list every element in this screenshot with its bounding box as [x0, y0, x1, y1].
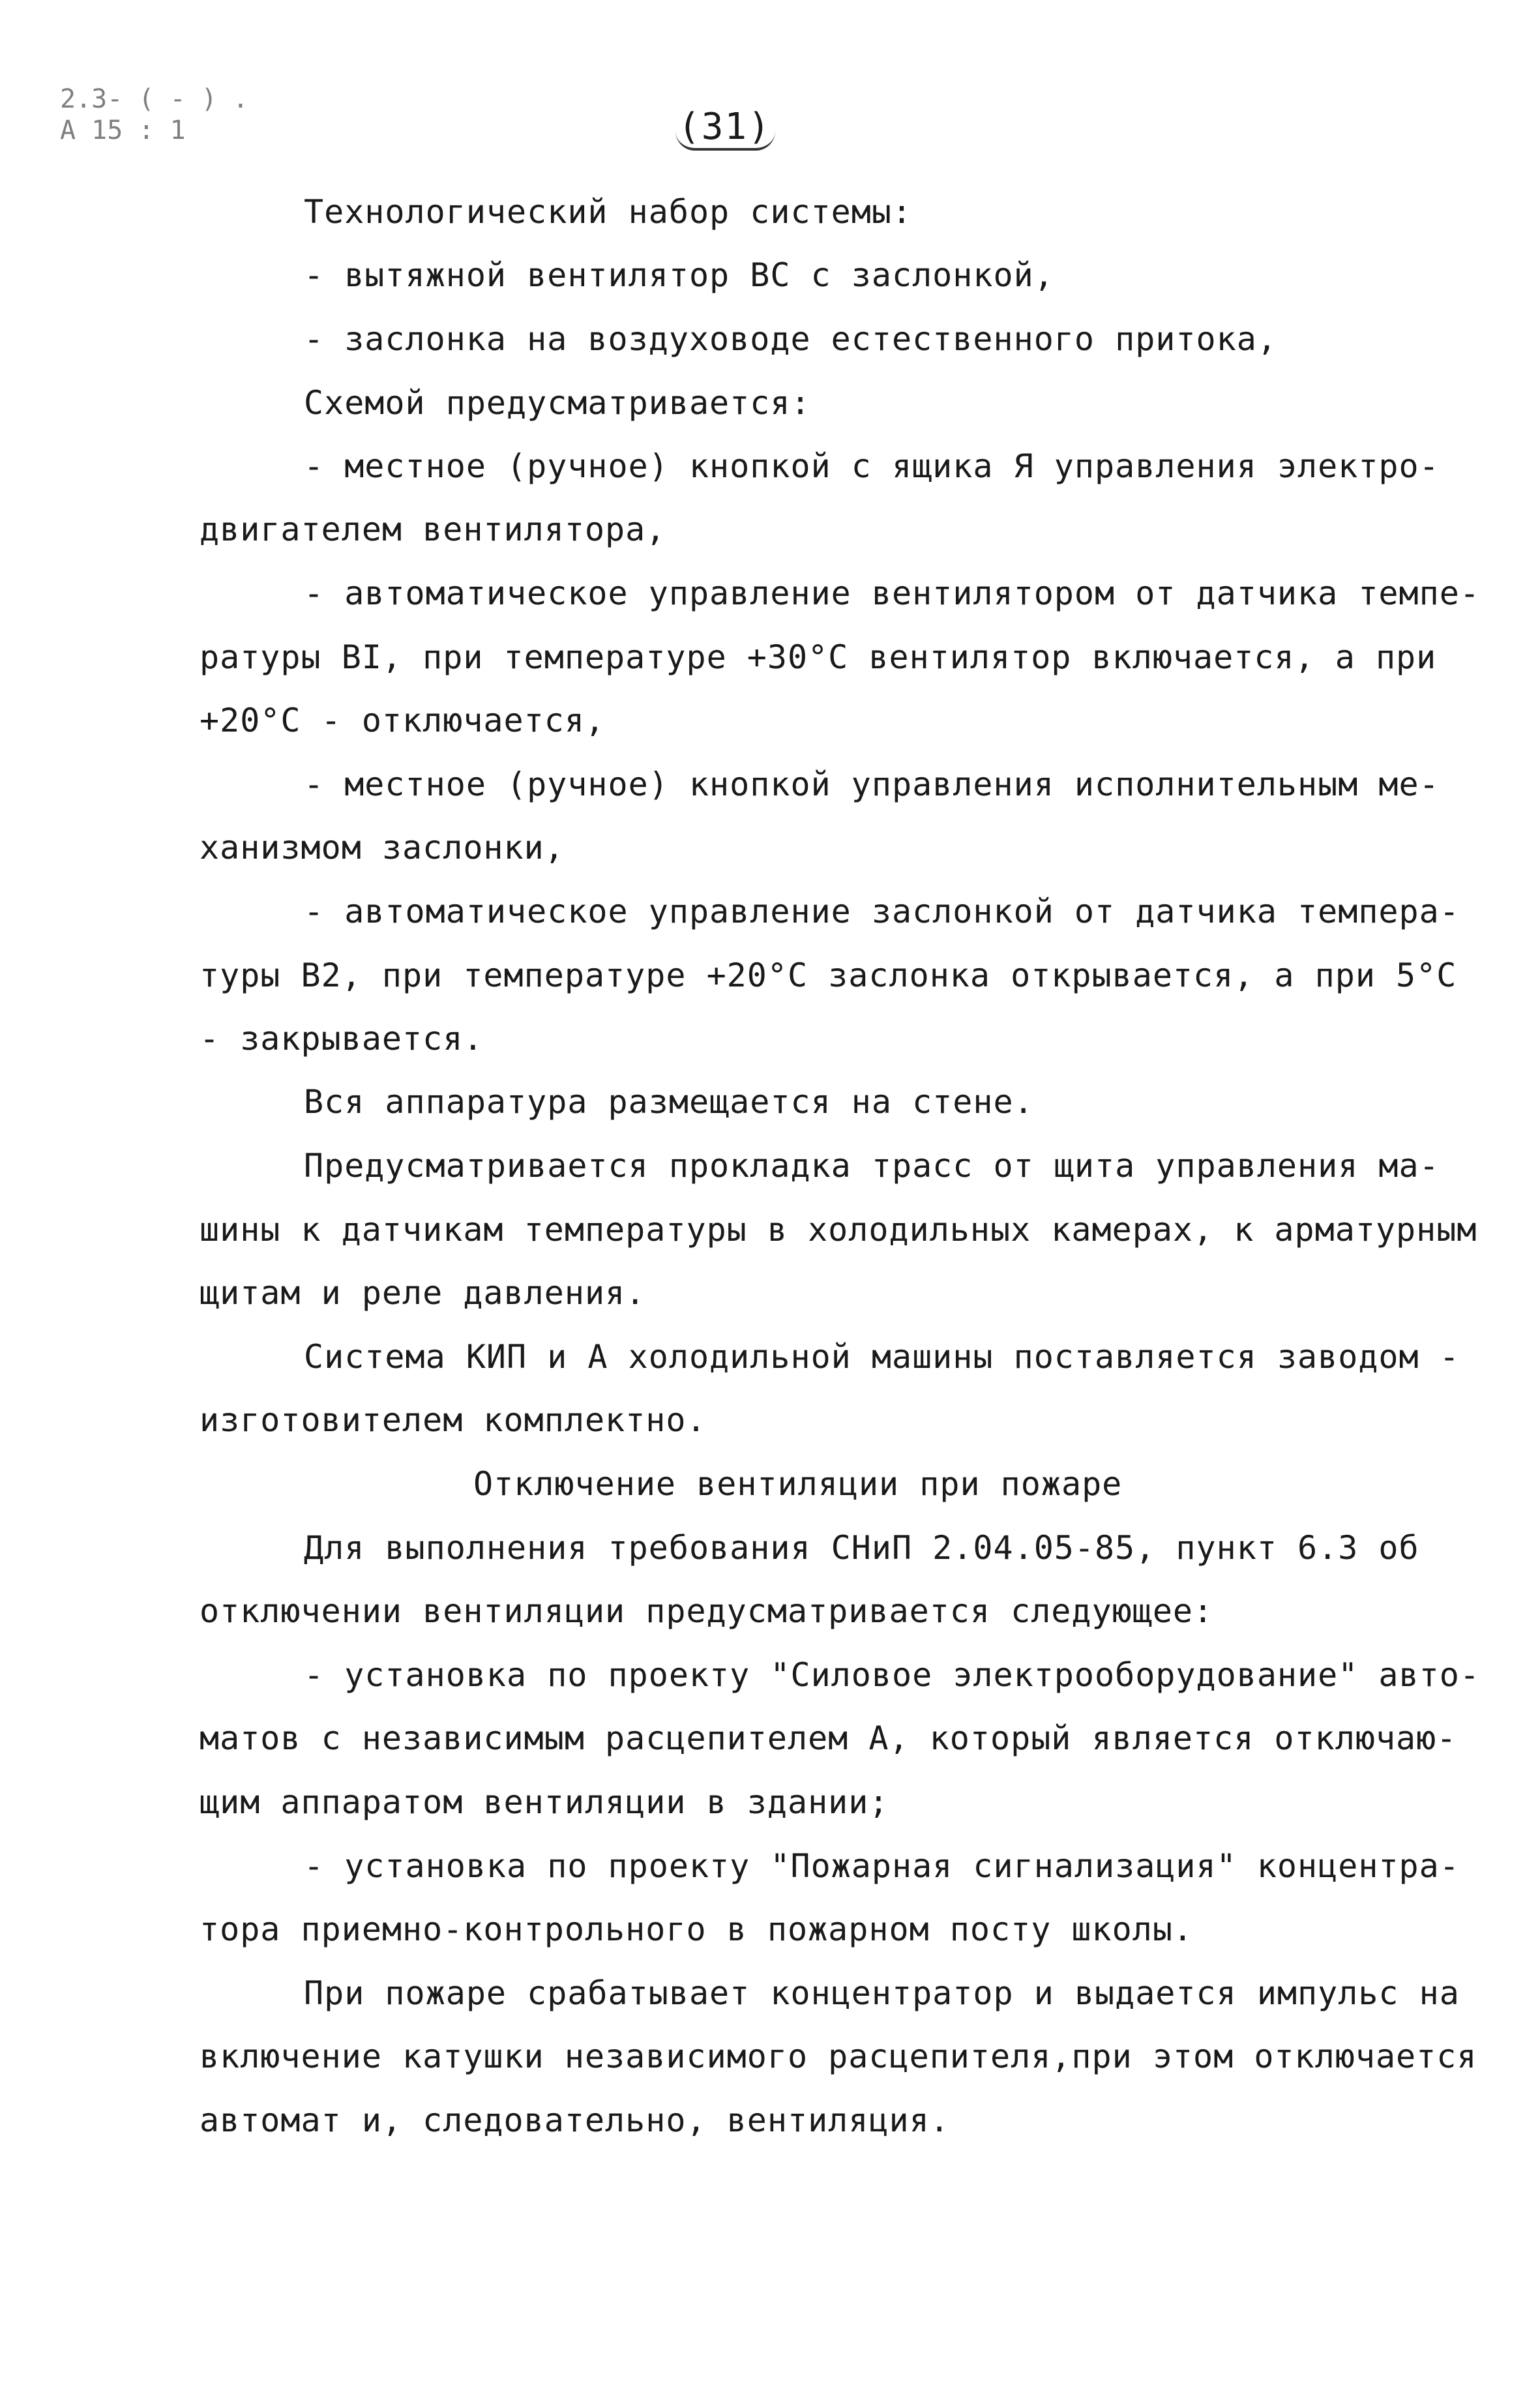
text-line: матов с независимым расцепителем А, который является отключаю- [200, 1719, 1457, 1757]
text-line: отключении вентиляции предусматривается следующее: [200, 1592, 1214, 1630]
text-line: щим аппаратом вентиляции в здании; [200, 1783, 889, 1821]
text-line: шины к датчикам температуры в холодильных камерах, к арматурным [200, 1211, 1477, 1249]
text-line: Вся аппаратура размещается на стене. [304, 1083, 1034, 1121]
text-line: автомат и, следовательно, вентиляция. [200, 2101, 950, 2139]
text-line: - установка по проекту "Пожарная сигнализация" концентра- [304, 1847, 1460, 1885]
text-line: - автоматическое управление вентилятором от датчика темпе- [304, 574, 1480, 612]
text-line: - автоматическое управление заслонкой от датчика темпера- [304, 893, 1460, 930]
section-heading: Отключение вентиляции при пожаре [473, 1465, 1123, 1503]
text-line: - закрывается. [200, 1020, 484, 1058]
text-line: изготовителем комплектно. [200, 1401, 707, 1439]
text-line: туры В2, при температуре +20°С заслонка открывается, а при 5°С [200, 956, 1457, 994]
text-line: ханизмом заслонки, [200, 829, 565, 867]
text-line: - местное (ручное) кнопкой с ящика Я управления электро- [304, 447, 1440, 485]
text-line: - заслонка на воздуховоде естественного притока, [304, 320, 1277, 358]
text-line: щитам и реле давления. [200, 1274, 646, 1312]
text-line: - вытяжной вентилятор ВС с заслонкой, [304, 256, 1054, 294]
text-line: +20°С - отключается, [200, 702, 606, 739]
text-line: - установка по проекту "Силовое электрооборудование" авто- [304, 1656, 1480, 1694]
text-line: двигателем вентилятора, [200, 511, 666, 548]
text-line: ратуры ВI, при температуре +30°С вентилятор включается, а при [200, 638, 1437, 676]
text-line: Предусматривается прокладка трасс от щита управления ма- [304, 1147, 1440, 1185]
text-line: тора приемно-контрольного в пожарном посту школы. [200, 1910, 1194, 1948]
text-line: При пожаре срабатывает концентратор и выдается импульс на [304, 1974, 1460, 2012]
text-line: Схемой предусматривается: [304, 384, 811, 422]
archive-stamp-note: 2.3- ( - ) . А 15 : 1 [60, 84, 248, 145]
text-line: включение катушки независимого расцепителя,при этом отключается [200, 2038, 1477, 2075]
text-line: Система КИП и А холодильной машины поставляется заводом - [304, 1338, 1460, 1376]
text-line: Технологический набор системы: [304, 193, 913, 231]
text-line: Для выполнения требования СНиП 2.04.05-85, пункт 6.3 об [304, 1529, 1419, 1567]
page-number: (31) [678, 106, 771, 148]
text-line: - местное (ручное) кнопкой управления исполнительным ме- [304, 765, 1440, 803]
